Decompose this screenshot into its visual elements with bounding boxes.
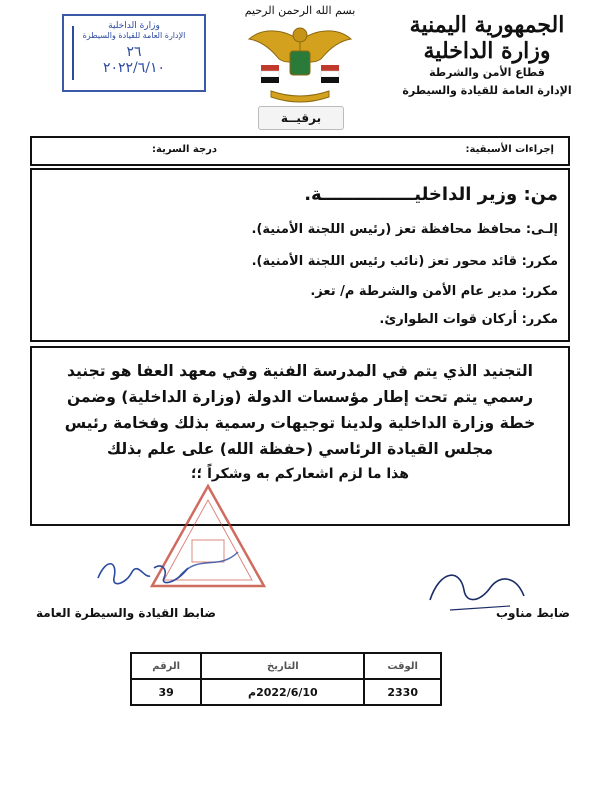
header-right — [392, 12, 582, 100]
from-label: من: — [523, 184, 558, 205]
header-ministry: وزارة الداخلية — [423, 38, 551, 64]
body-line-2: رسمي يتم تحت إطار مؤسسات الدولة (وزارة الداخلية) وضمن — [66, 388, 534, 406]
from-value: وزير الداخليـــــــــــــــة. — [304, 184, 518, 205]
stamp-line2: الإدارة العامة للقيادة والسيطرة — [82, 31, 186, 40]
header-republic: الجمهورية اليمنية — [409, 12, 565, 38]
meta-time: 2330 — [364, 679, 441, 705]
basmala: بسم الله الرحمن الرحيم — [244, 4, 356, 17]
header-directorate: الإدارة العامة للقيادة والسيطرة — [402, 84, 572, 97]
stamp-line1: وزارة الداخلية — [108, 21, 160, 31]
meta-header-time: الوقت — [364, 653, 441, 679]
cc1-value: قائد محور تعز (نائب رئيس اللجنة الأمنية). — [251, 254, 518, 269]
cc2-label: مكرر: — [521, 284, 558, 299]
command-officer-label: ضابط القيادة والسيطرة العامة — [36, 606, 216, 620]
stamp-date: ٢٠٢٢/٦/١٠ — [102, 60, 166, 76]
cc1-label: مكرر: — [521, 254, 558, 269]
cc-line-2 — [310, 284, 558, 299]
cc3-label: مكرر: — [521, 312, 558, 327]
meta-table — [130, 652, 442, 706]
meta-date: 2022/6/10م — [201, 679, 364, 705]
doc-type-tag: برقيــة — [258, 106, 344, 130]
address-block — [30, 168, 570, 342]
to-value: محافظ محافظة تعز (رئيس اللجنة الأمنية). — [251, 222, 522, 237]
cc-line-3 — [379, 312, 558, 327]
meta-number: 39 — [131, 679, 201, 705]
cc-line-1 — [252, 254, 558, 269]
meta-header-number: الرقم — [131, 653, 201, 679]
to-line — [252, 222, 558, 237]
stamp-bar — [72, 26, 80, 80]
from-line — [304, 184, 558, 205]
received-stamp — [62, 14, 206, 92]
meta-header-date: التاريخ — [201, 653, 364, 679]
signature-scribble-left-icon — [92, 548, 202, 598]
cc2-value: مدير عام الأمن والشرطة م/ تعز. — [310, 284, 518, 299]
message-body — [30, 346, 570, 526]
meta-header-row — [131, 653, 441, 679]
header-sector: قطاع الأمن والشرطة — [429, 66, 545, 79]
body-line-1: التجنيد الذي يتم في المدرسة الفنية وفي معهد العفا هو تجنيد — [67, 362, 533, 380]
meta-value-row — [131, 679, 441, 705]
emblem-block — [225, 4, 375, 107]
to-label: إلـى: — [525, 222, 558, 237]
cc3-value: أركان قوات الطوارئ. — [379, 312, 518, 327]
body-line-5: هذا ما لزم اشعاركم به وشكراً ؛؛ — [191, 466, 409, 482]
body-line-4: مجلس القيادة الرئاسي (حفظة الله) على علم بذلك — [106, 440, 494, 458]
secrecy-label: درجة السرية: — [152, 144, 218, 155]
eagle-emblem-icon — [245, 19, 355, 107]
stamp-number: ٢٦ — [126, 44, 142, 60]
body-line-3: خطة وزارة الداخلية ولدينا توجيهات رسمية بذلك وفخامة رئيس — [64, 414, 536, 432]
priority-bar — [30, 136, 570, 166]
duty-officer-label: ضابط مناوب — [496, 606, 570, 620]
prior-actions-label: إجراءات الأسبقية: — [465, 144, 554, 155]
